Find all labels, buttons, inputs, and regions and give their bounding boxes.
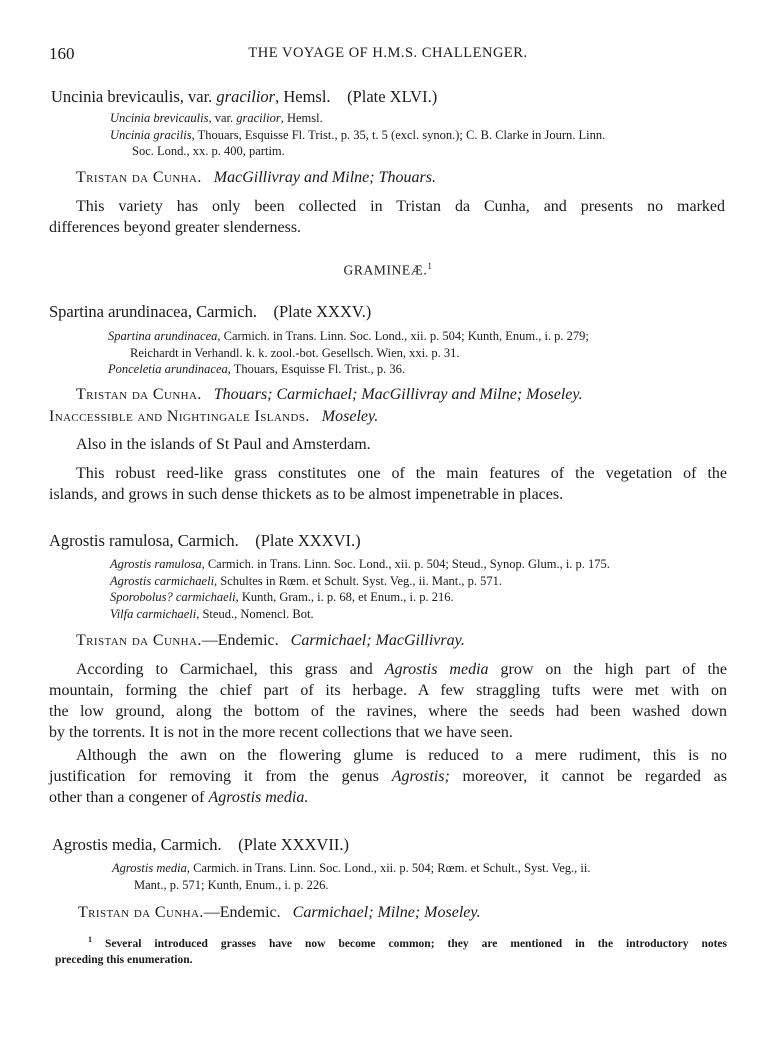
species-heading-ramulosa: Agrostis ramulosa, Carmich. (Plate XXXVI.) bbox=[49, 531, 361, 550]
paragraph-ramulosa-1: According to Carmichael, this grass and Agrostis media grow on the high part of the mountain, forming the chief part of its herbage. A few straggling tufts were met with on the low ground, along the bottom of the ravines, where the seeds had been washed down by the torrents. It is not in the more recent collections that we have seen. bbox=[49, 661, 728, 741]
species-name: Agrostis ramulosa bbox=[49, 531, 170, 550]
synonym-line: Uncinia gracilis, Thouars, Esquisse Fl. Trist., p. 35, t. 5 (excl. synon.); C. B. Clarke in Journ. Linn. bbox=[110, 127, 606, 142]
footnote: $^1$ Several introduced grasses have now become common; they are mentioned in the introductory notes preceding this enumeration. bbox=[55, 935, 728, 966]
paragraph-ramulosa-2: Although the awn on the flowering glume is reduced to a mere rudiment, this is no justification for removing it from the genus Agrostis; moreover, it cannot be regarded as other than a congener of Agrostis media. bbox=[49, 747, 727, 806]
paragraph-spartina: This robust reed-like grass constitutes one of the main features of the vegetation of the islands, and grows in such dense thickets as to be almost impenetrable in places. bbox=[49, 465, 727, 503]
locality-spartina-1: Tristan da Cunha. Thouars; Carmichael; MacGillivray and Milne; Moseley. bbox=[76, 386, 583, 403]
plate-ref: (Plate XLVI.) bbox=[347, 87, 438, 106]
distribution-note: Also in the islands of St Paul and Amsterdam. bbox=[76, 436, 371, 453]
locality-uncinia: Tristan da Cunha. MacGillivray and Milne; Thouars. bbox=[76, 169, 436, 186]
species-name: Spartina arundinacea bbox=[49, 302, 188, 321]
species-heading-uncinia: Uncinia brevicaulis, var. gracilior, Hemsl. (Plate XLVI.) bbox=[51, 87, 438, 106]
synonym-line-cont: Mant., p. 571; Kunth, Enum., i. p. 226. bbox=[134, 877, 329, 892]
synonym-line: Ponceletia arundinacea, Thouars, Esquisse Fl. Trist., p. 36. bbox=[108, 362, 405, 376]
synonym-line: Sporobolus? carmichaeli, Kunth, Gram., i. p. 68, et Enum., i. p. 216. bbox=[110, 590, 454, 604]
synonym-line: Agrostis carmichaeli, Schultes in Rœm. et Schult. Syst. Veg., ii. Mant., p. 571. bbox=[110, 573, 503, 588]
page-number: 160 bbox=[49, 44, 75, 63]
species-heading-media: Agrostis media, Carmich. (Plate XXXVII.) bbox=[52, 835, 349, 854]
family-heading: GRAMINEÆ.$^1$ bbox=[343, 261, 433, 278]
plate-ref: (Plate XXXVI.) bbox=[255, 531, 361, 550]
synonym-line: Uncinia brevicaulis, var. gracilior, Hemsl. bbox=[110, 111, 323, 125]
synonym-line: Agrostis media, Carmich. in Trans. Linn. Soc. Lond., xii. p. 504; Rœm. et Schult., Syst. Veg., ii. bbox=[112, 861, 591, 875]
synonymy-ramulosa bbox=[110, 556, 610, 622]
synonymy-uncinia bbox=[110, 110, 605, 160]
plate-ref: (Plate XXXV.) bbox=[273, 302, 372, 321]
footnote-marker: 1 bbox=[427, 261, 433, 271]
locality-ramulosa: Tristan da Cunha.—Endemic. Carmichael; MacGillivray. bbox=[76, 632, 465, 649]
locality-media: Tristan da Cunha.—Endemic. Carmichael; Milne; Moseley. bbox=[78, 904, 481, 921]
synonym-line-cont: Soc. Lond., xx. p. 400, partim. bbox=[132, 144, 285, 158]
synonym-line: Vilfa carmichaeli, Steud., Nomencl. Bot. bbox=[110, 606, 314, 621]
synonym-line: Spartina arundinacea, Carmich. in Trans. Linn. Soc. Lond., xii. p. 504; Kunth, Enum., i. p. 279; bbox=[108, 329, 589, 343]
locality-spartina-2: Inaccessible and Nightingale Islands. Moseley. bbox=[49, 408, 379, 425]
synonymy-media bbox=[112, 860, 591, 893]
species-heading-spartina: Spartina arundinacea, Carmich. (Plate XXXV.) bbox=[49, 302, 372, 321]
species-name: Uncinia brevicaulis bbox=[51, 87, 180, 106]
plate-ref: (Plate XXXVII.) bbox=[238, 835, 349, 854]
running-title: THE VOYAGE OF H.M.S. CHALLENGER. bbox=[248, 45, 528, 61]
species-name: Agrostis media bbox=[52, 835, 153, 854]
synonymy-spartina bbox=[108, 328, 589, 378]
synonym-line: Agrostis ramulosa, Carmich. in Trans. Linn. Soc. Lond., xii. p. 504; Steud., Synop. Glum., i. p. 175. bbox=[110, 557, 610, 571]
synonym-line-cont: Reichardt in Verhandl. k. k. zool.-bot. Gesellsch. Wien, xxi. p. 31. bbox=[130, 345, 460, 360]
paragraph-uncinia: This variety has only been collected in Tristan da Cunha, and presents no marked differences beyond greater slenderness. bbox=[49, 198, 725, 236]
